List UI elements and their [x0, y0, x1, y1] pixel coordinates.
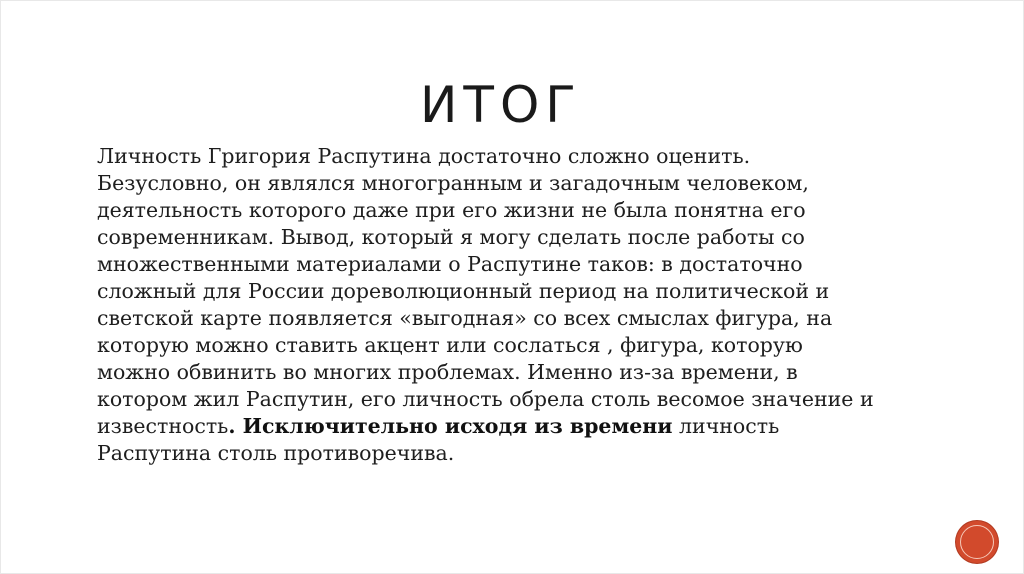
body-line-8: которую можно ставить акцент или сослаться , фигура, которую: [97, 333, 803, 357]
body-line-11-start: известность: [97, 414, 229, 438]
body-line-4: современникам. Вывод, который я могу сделать после работы со: [97, 225, 805, 249]
next-slide-button-ring: [960, 525, 994, 559]
body-line-6: сложный для России дореволюционный период на политической и: [97, 279, 830, 303]
body-line-12: Распутина столь противоречива.: [97, 441, 455, 465]
body-line-7: светской карте появляется «выгодная» со всех смыслах фигура, на: [97, 306, 833, 330]
next-slide-button[interactable]: [956, 521, 998, 563]
slide-body-text: [97, 143, 927, 467]
body-line-1: Личность Григория Распутина достаточно сложно оценить.: [97, 144, 751, 168]
body-line-10: котором жил Распутин, его личность обрела столь весомое значение и: [97, 387, 874, 411]
slide-title: ИТОГ: [420, 76, 582, 134]
body-line-11: [97, 413, 927, 440]
body-line-5: множественными материалами о Распутине таков: в достаточно: [97, 252, 803, 276]
body-line-11-bold: . Исключительно исходя из времени: [228, 414, 673, 438]
body-line-11-end: личность: [672, 414, 780, 438]
body-line-9: можно обвинить во многих проблемах. Именно из-за времени, в: [97, 360, 798, 384]
body-line-2: Безусловно, он являлся многогранным и загадочным человеком,: [97, 171, 809, 195]
body-line-3: деятельность которого даже при его жизни не была понятна его: [97, 198, 806, 222]
